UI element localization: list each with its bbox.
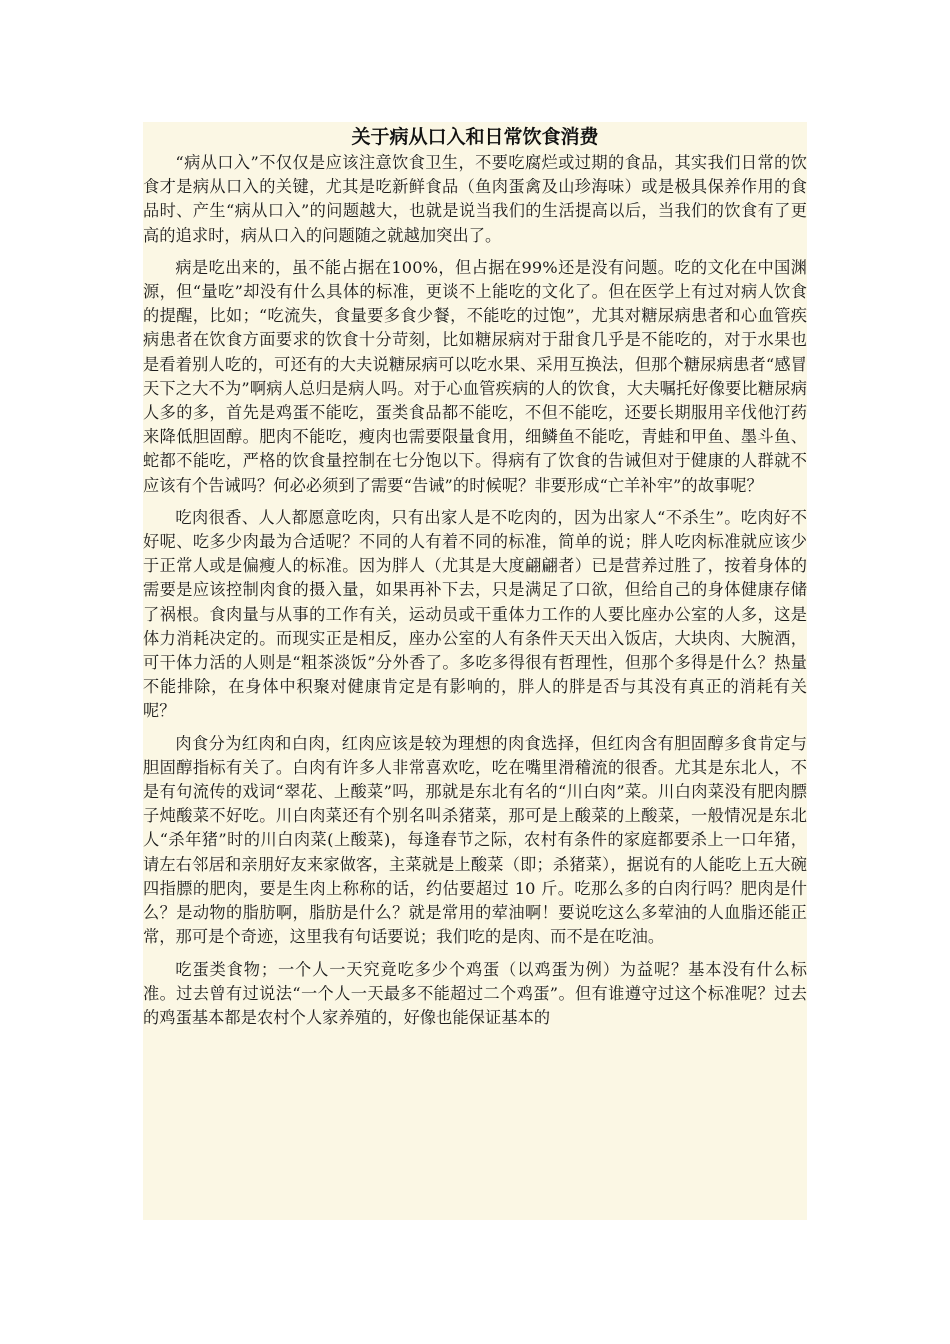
document-title: 关于病从口入和日常饮食消费 (351, 126, 599, 148)
document-body (143, 122, 807, 1220)
paragraph-1: “病从口入”不仅仅是应该注意饮食卫生，不要吃腐烂或过期的食品，其实我们日常的饮食才是病从口入的关键，尤其是吃新鲜食品（鱼肉蛋禽及山珍海味）或是极具保养作用的食品时、产生“病从口入”的问题越大，也就是说当我们的生活提高以后，当我们的饮食有了更高的追求时，病从口入的问题随之就越加突出了。 (143, 153, 807, 245)
paragraph-5: 吃蛋类食物；一个人一天究竟吃多少个鸡蛋（以鸡蛋为例）为益呢？基本没有什么标准。过去曾有过说法“一个人一天最多不能超过二个鸡蛋”。但有谁遵守过这个标准呢？过去的鸡蛋基本都是农村个人家养殖的，好像也能保证基本的 (143, 959, 807, 1027)
paragraph-3: 吃肉很香、人人都愿意吃肉，只有出家人是不吃肉的，因为出家人“不杀生”。吃肉好不好呢、吃多少肉最为合适呢？不同的人有着不同的标准，简单的说；胖人吃肉标准就应该少于正常人或是偏瘦人的标准。因为胖人（尤其是大度翩翩者）已是营养过胜了，按着身体的需要是应该控制肉食的摄入量，如果再补下去，只是满足了口欲，但给自己的身体健康存储了祸根。食肉量与从事的工作有关，运动员或干重体力工作的人要比座办公室的人多，这是体力消耗决定的。而现实正是相反，座办公室的人有条件天天出入饭店，大块肉、大腕酒，可干体力活的人则是“粗茶淡饭”分外香了。多吃多得很有哲理性，但那个多得是什么？热量不能排除，在身体中积聚对健康肯定是有影响的，胖人的胖是否与其没有真正的消耗有关呢？ (143, 507, 807, 721)
paragraph-2: 病是吃出来的，虽不能占据在100%，但占据在99%还是没有问题。吃的文化在中国渊源，但“量吃”却没有什么具体的标准，更谈不上能吃的文化了。但在医学上有过对病人饮食的提醒，比如；“吃流失，食量要多食少餐，不能吃的过饱”，尤其对糖尿病患者和心血管疾病患者在饮食方面要求的饮食十分苛刻，比如糖尿病对于甜食几乎是不能吃的，对于水果也是看着别人吃的，可还有的大夫说糖尿病可以吃水果、采用互换法，但那个糖尿病患者“感冒天下之大不为”啊病人总归是病人吗。对于心血管疾病的人的饮食，大夫嘱托好像要比糖尿病人多的多，首先是鸡蛋不能吃，蛋类食品都不能吃，不但不能吃，还要长期服用辛伐他汀药来降低胆固醇。肥肉不能吃，瘦肉也需要限量食用，细鳞鱼不能吃，青蛙和甲鱼、墨斗鱼、蛇都不能吃，严格的饮食量控制在七分饱以下。得病有了饮食的告诫但对于健康的人群就不应该有个告诫吗？何必必须到了需要“告诫”的时候呢？非要形成“亡羊补牢”的故事呢？ (143, 257, 807, 495)
paragraph-4: 肉食分为红肉和白肉，红肉应该是较为理想的肉食选择，但红肉含有胆固醇多食肯定与胆固醇指标有关了。白肉有许多人非常喜欢吃，吃在嘴里滑稽流的很香。尤其是东北人，不是有句流传的戏词“翠花、上酸菜”吗，那就是东北有名的“川白肉”菜。川白肉菜没有肥肉膘子炖酸菜不好吃。川白肉菜还有个别名叫杀猪菜，那可是上酸菜的上酸菜，一般情况是东北人“杀年猪”时的川白肉菜(上酸菜)，每逢春节之际，农村有条件的家庭都要杀上一口年猪，请左右邻居和亲朋好友来家做客，主菜就是上酸菜（即；杀猪菜），据说有的人能吃上五大碗四指膘的肥肉，要是生肉上称称的话，约估要超过 10 斤。吃那么多的白肉行吗？肥肉是什么？是动物的脂肪啊，脂肪是什么？就是常用的荤油啊！要说吃这么多荤油的人血脂还能正常，那可是个奇迹，这里我有句话要说；我们吃的是肉、而不是在吃油。 (143, 733, 807, 947)
